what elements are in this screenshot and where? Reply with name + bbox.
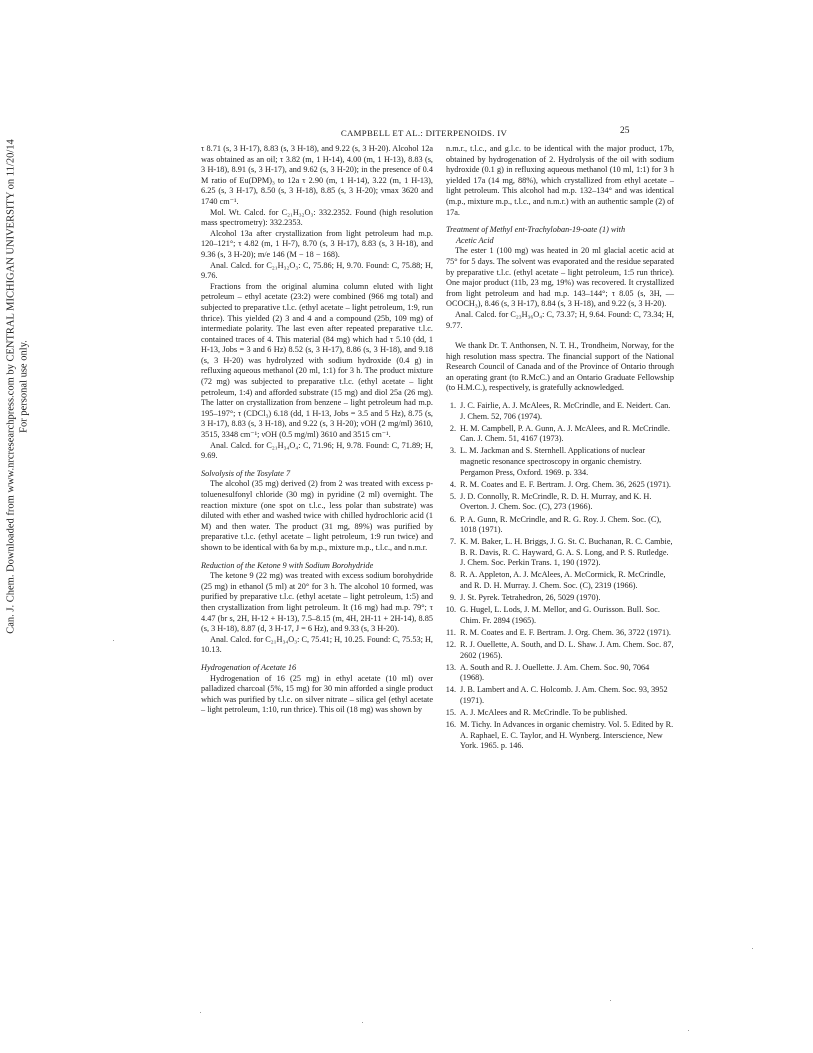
acknowledgements: We thank Dr. T. Anthonsen, N. T. H., Trondheim, Norway, for the high resolution mass spectra. The financial support of the National Research Council of Canada and of the Province of Ontario through an operating grant (to R.McC.) and an Ontario Graduate Fellowship (to H.M.C.), respectively, is gratefully acknowledged. — [446, 341, 674, 393]
paragraph: Anal. Calcd. for C₂₁H₃₂O₃: C, 75.86; H, 9.70. Found: C, 75.88; H, 9.76. — [201, 260, 433, 281]
reference-text: R. M. Coates and E. F. Bertram. J. Org. Chem. 36, 2625 (1971). — [460, 479, 671, 489]
running-title: CAMPBELL ET AL.: DITERPENOIDS. IV — [340, 128, 508, 138]
reference-item — [446, 593, 674, 604]
reference-number: 11. — [445, 627, 456, 637]
reference-text: K. M. Baker, L. H. Briggs, J. G. St. C. Buchanan, R. C. Cambie, B. R. Davis, R. C. Hayward, G. A. S. Long, and P. S. Rutledge. J. Chem. Soc. Perkin Trans. 1, 190 (1972). — [460, 537, 673, 568]
reference-text: J. D. Connolly, R. McCrindle, R. D. H. Murray, and K. H. Overton. J. Chem. Soc. (C), 273 (1966). — [460, 491, 652, 512]
scan-speck — [362, 1022, 363, 1023]
reference-item — [446, 663, 674, 684]
paragraph: Hydrogenation of 16 (25 mg) in ethyl acetate (10 ml) over palladized charcoal (5%, 15 mg) for 30 min afforded a single product which was purified by t.l.c. on silver nitrate – silica gel (ethyl acetate – light petroleum, 1:10, run thrice). This oil (18 mg) was shown by — [201, 673, 433, 715]
section-heading — [446, 225, 674, 246]
reference-item — [446, 537, 674, 569]
reference-text: A. J. McAlees and R. McCrindle. To be published. — [460, 708, 628, 718]
left-column — [201, 144, 433, 716]
reference-item — [446, 515, 674, 536]
paragraph: The alcohol (35 mg) derived (2) from 2 was treated with excess p-toluenesulfonyl chloride (30 mg) in pyridine (2 ml) overnight. The reaction mixture (one spot on t.l.c., less polar than substrate) was diluted with ether and washed twice with chilled hydrochloric acid (1 M) and then water. The product (31 mg, 89%) was purified by preparative t.l.c. (ethyl acetate – light petroleum, 1:9 run twice) and shown to be identical with 6a by m.p., mixture m.p., t.l.c., and n.m.r. — [201, 479, 433, 552]
reference-number: 2. — [449, 423, 456, 433]
reference-text: R. A. Appleton, A. J. McAlees, A. McCormick, R. McCrindle, and R. D. H. Murray. J. Chem. Soc. (C), 2319 (1966). — [460, 570, 666, 591]
paragraph: The ketone 9 (22 mg) was treated with excess sodium borohydride (25 mg) in ethanol (5 ml) at 20° for 3 h. The alcohol 10 formed, was purified by preparative t.l.c. (ethyl acetate – light petroleum, 1:5) and then crystallization from light petroleum. It (16 mg) had m.p. 79°; τ 4.47 (br s, 2H, H-12 + H-13), 7.5–8.15 (m, 4H, 2H-11 + 2H-14), 8.85 (s, 3 H-18), 8.87 (d, 3 H-17, J = 6 Hz), and 9.33 (s, 3 H-20). — [201, 571, 433, 634]
reference-number: 16. — [445, 720, 456, 730]
reference-item — [446, 570, 674, 591]
paragraph: n.m.r., t.l.c., and g.l.c. to be identical with the major product, 17b, obtained by hydrogenation of 2. Hydrolysis of the oil with sodium hydroxide (0.1 g) in refluxing aqueous methanol (10 ml, 1:1) for 3 h yielded 17a (14 mg, 88%), which crystallized from ethyl acetate – light petroleum. This alcohol had m.p. 132–134° and was identical (m.p., mixture m.p., t.l.c., and n.m.r.) with an authentic sample (2) of 17a. — [446, 144, 674, 217]
reference-number: 15. — [445, 708, 456, 718]
right-column — [446, 144, 674, 753]
reference-text: M. Tichy. In Advances in organic chemistry. Vol. 5. Edited by R. A. Raphael, E. C. Taylor, and H. Wynberg. Interscience, New York. 1965. p. 146. — [460, 720, 674, 751]
reference-text: J. C. Fairlie, A. J. McAlees, R. McCrindle, and E. Neidert. Can. J. Chem. 52, 706 (1974). — [460, 401, 671, 421]
section-heading: Solvolysis of the Tosylate 7 — [201, 468, 291, 478]
section-heading: Reduction of the Ketone 9 with Sodium Borohydride — [201, 560, 374, 570]
reference-text: R. M. Coates and E. F. Bertram. J. Org. Chem. 36, 3722 (1971). — [460, 627, 671, 637]
reference-number: 1. — [449, 401, 456, 411]
scan-speck — [200, 1012, 201, 1013]
section-heading: Hydrogenation of Acetate 16 — [201, 662, 297, 672]
scan-speck — [752, 948, 753, 949]
watermark-line-2: For personal use only. — [18, 340, 29, 433]
reference-item — [446, 628, 674, 639]
reference-number: 10. — [445, 605, 456, 615]
reference-item — [446, 492, 674, 513]
reference-number: 9. — [449, 593, 456, 603]
watermark-line-1: Can. J. Chem. Downloaded from www.nrcresearchpress.com by CENTRAL MICHIGAN UNIVERSITY on 11/20/14 — [5, 139, 17, 634]
scan-speck — [610, 1000, 611, 1001]
paragraph: The ester 1 (100 mg) was heated in 20 ml glacial acetic acid at 75° for 5 days. The solvent was evaporated and the residue separated by preparative t.l.c. (ethyl acetate – light petroleum, 1:5 run thrice). One major product (11b, 23 mg, 19%) was recovered. It crystallized from light petroleum and had m.p. 143–144°; τ 8.05 (s, 3H, —OCOCH₃), 8.46 (s, 3 H-17), 8.84 (s, 3 H-18), and 9.22 (s, 3 H-20). — [446, 246, 674, 309]
paragraph: Anal. Calcd. for C₂₃H₃₆O₄: C, 73.37; H, 9.64. Found: C, 73.34; H, 9.77. — [446, 309, 674, 330]
reference-number: 5. — [449, 491, 456, 501]
reference-text: R. J. Ouellette, A. South, and D. L. Shaw. J. Am. Chem. Soc. 87, 2602 (1965). — [460, 640, 674, 660]
reference-text: H. M. Campbell, P. A. Gunn, A. J. McAlees, and R. McCrindle. Can. J. Chem. 51, 4167 (1973). — [460, 423, 670, 444]
reference-item — [446, 708, 674, 719]
scan-speck — [688, 1030, 689, 1031]
reference-text: G. Hugel, L. Lods, J. M. Mellor, and G. Ourisson. Bull. Soc. Chim. Fr. 2894 (1965). — [460, 605, 660, 625]
reference-text: P. A. Gunn, R. McCrindle, and R. G. Roy. J. Chem. Soc. (C), 1018 (1971). — [460, 514, 662, 535]
reference-number: 3. — [449, 446, 456, 456]
reference-number: 6. — [449, 514, 456, 524]
reference-text: A. South and R. J. Ouellette. J. Am. Chem. Soc. 90, 7064 (1968). — [460, 662, 650, 683]
reference-list — [446, 401, 674, 752]
heading-line: Treatment of Methyl ent-Trachyloban-19-oate (1) with — [446, 225, 626, 235]
reference-number: 7. — [449, 537, 456, 547]
reference-text: L. M. Jackman and S. Sternhell. Applications of nuclear magnetic resonance spectroscopy in organic chemistry. Pergamon Press, Oxford. 1969. p. 334. — [460, 446, 646, 477]
paragraph: τ 8.71 (s, 3 H-17), 8.83 (s, 3 H-18), and 9.22 (s, 3 H-20). Alcohol 12a was obtained as an oil; τ 3.82 (m, 1 H-14), 4.00 (m, 1 H-13), 8.83 (s, 3 H-18), 8.91 (s, 3 H-17), and 9.62 (s, 3 H-20); in the presence of 0.4 M ratio of Eu(DPM)₃ to 12a τ 2.90 (m, 1 H-14), 3.22 (m, 1 H-13), 6.25 (s, 3 H-17), 8.50 (s, 3 H-18), 8.85 (s, 3 H-20); νmax 3620 and 1740 cm⁻¹. — [201, 144, 433, 206]
reference-item — [446, 640, 674, 661]
paragraph: Alcohol 13a after crystallization from light petroleum had m.p. 120–121°; τ 4.82 (m, 1 H-7), 8.70 (s, 3 H-17), 8.83 (s, 3 H-18), and 9.36 (s, 3 H-20); m/e 146 (M − 18 − 168). — [201, 228, 433, 259]
reference-item — [446, 446, 674, 478]
paragraph: Anal. Calcd. for C₂₁H₃₄O₄: C, 71.96; H, 9.78. Found: C, 71.89; H, 9.69. — [201, 440, 433, 461]
paragraph: Anal. Calcd. for C₂₁H₃₄O₃: C, 75.41; H, 10.25. Found: C, 75.53; H, 10.13. — [201, 634, 433, 655]
page-number: 25 — [620, 126, 630, 136]
reference-item — [446, 424, 674, 445]
reference-item — [446, 480, 674, 491]
paragraph: Mol. Wt. Calcd. for C₂₁H₃₂O₃: 332.2352. Found (high resolution mass spectrometry): 332.2353. — [201, 207, 433, 228]
reference-item — [446, 685, 674, 706]
download-watermark — [6, 107, 31, 667]
reference-number: 4. — [449, 479, 456, 489]
heading-line: Acetic Acid — [456, 235, 494, 245]
reference-item — [446, 401, 674, 422]
reference-number: 12. — [445, 640, 456, 650]
reference-number: 13. — [445, 662, 456, 672]
reference-text: J. St. Pyrek. Tetrahedron, 26, 5029 (1970). — [460, 593, 601, 603]
reference-item — [446, 605, 674, 626]
reference-number: 8. — [449, 570, 456, 580]
scan-speck — [113, 640, 114, 641]
reference-item — [446, 720, 674, 752]
paragraph: Fractions from the original alumina column eluted with light petroleum – ethyl acetate (23:2) were combined (966 mg total) and subjected to preparative t.l.c. (ethyl acetate – light petroleum, 1:9, run thrice). This yielded (2) 3 and 4 and a compound (25b, 109 mg) of intermediate polarity. The last even after repeated preparative t.l.c. contained traces of 4. This material (84 mg) which had τ 5.10 (dd, 1 H-13, Jobs = 3 and 6 Hz) 8.52 (s, 3 H-17), 8.86 (s, 3 H-18), and 9.18 (s, 3 H-20) was hydrolyzed with sodium hydroxide (0.4 g) in refluxing aqueous methanol (20 ml, 1:1) for 3 h. The product mixture (72 mg) was subjected to preparative t.l.c. (ethyl acetate – light petroleum, 1:4) and afforded substrate (15 mg) and diol 25a (26 mg). The latter on crystallization from benzene – light petroleum had m.p. 195–197°; τ (CDCl₃) 6.18 (dd, 1 H-13, Jobs = 3.5 and 5 Hz), 8.75 (s, 3 H-17), 8.83 (s, 3 H-18), and 9.22 (s, 3 H-20); νOH (2 mg/ml) 3610, 3515, 3348 cm⁻¹; νOH (0.5 mg/ml) 3610 and 3515 cm⁻¹. — [201, 281, 433, 440]
reference-text: J. B. Lambert and A. C. Holcomb. J. Am. Chem. Soc. 93, 3952 (1971). — [460, 685, 668, 705]
reference-number: 14. — [445, 685, 456, 695]
